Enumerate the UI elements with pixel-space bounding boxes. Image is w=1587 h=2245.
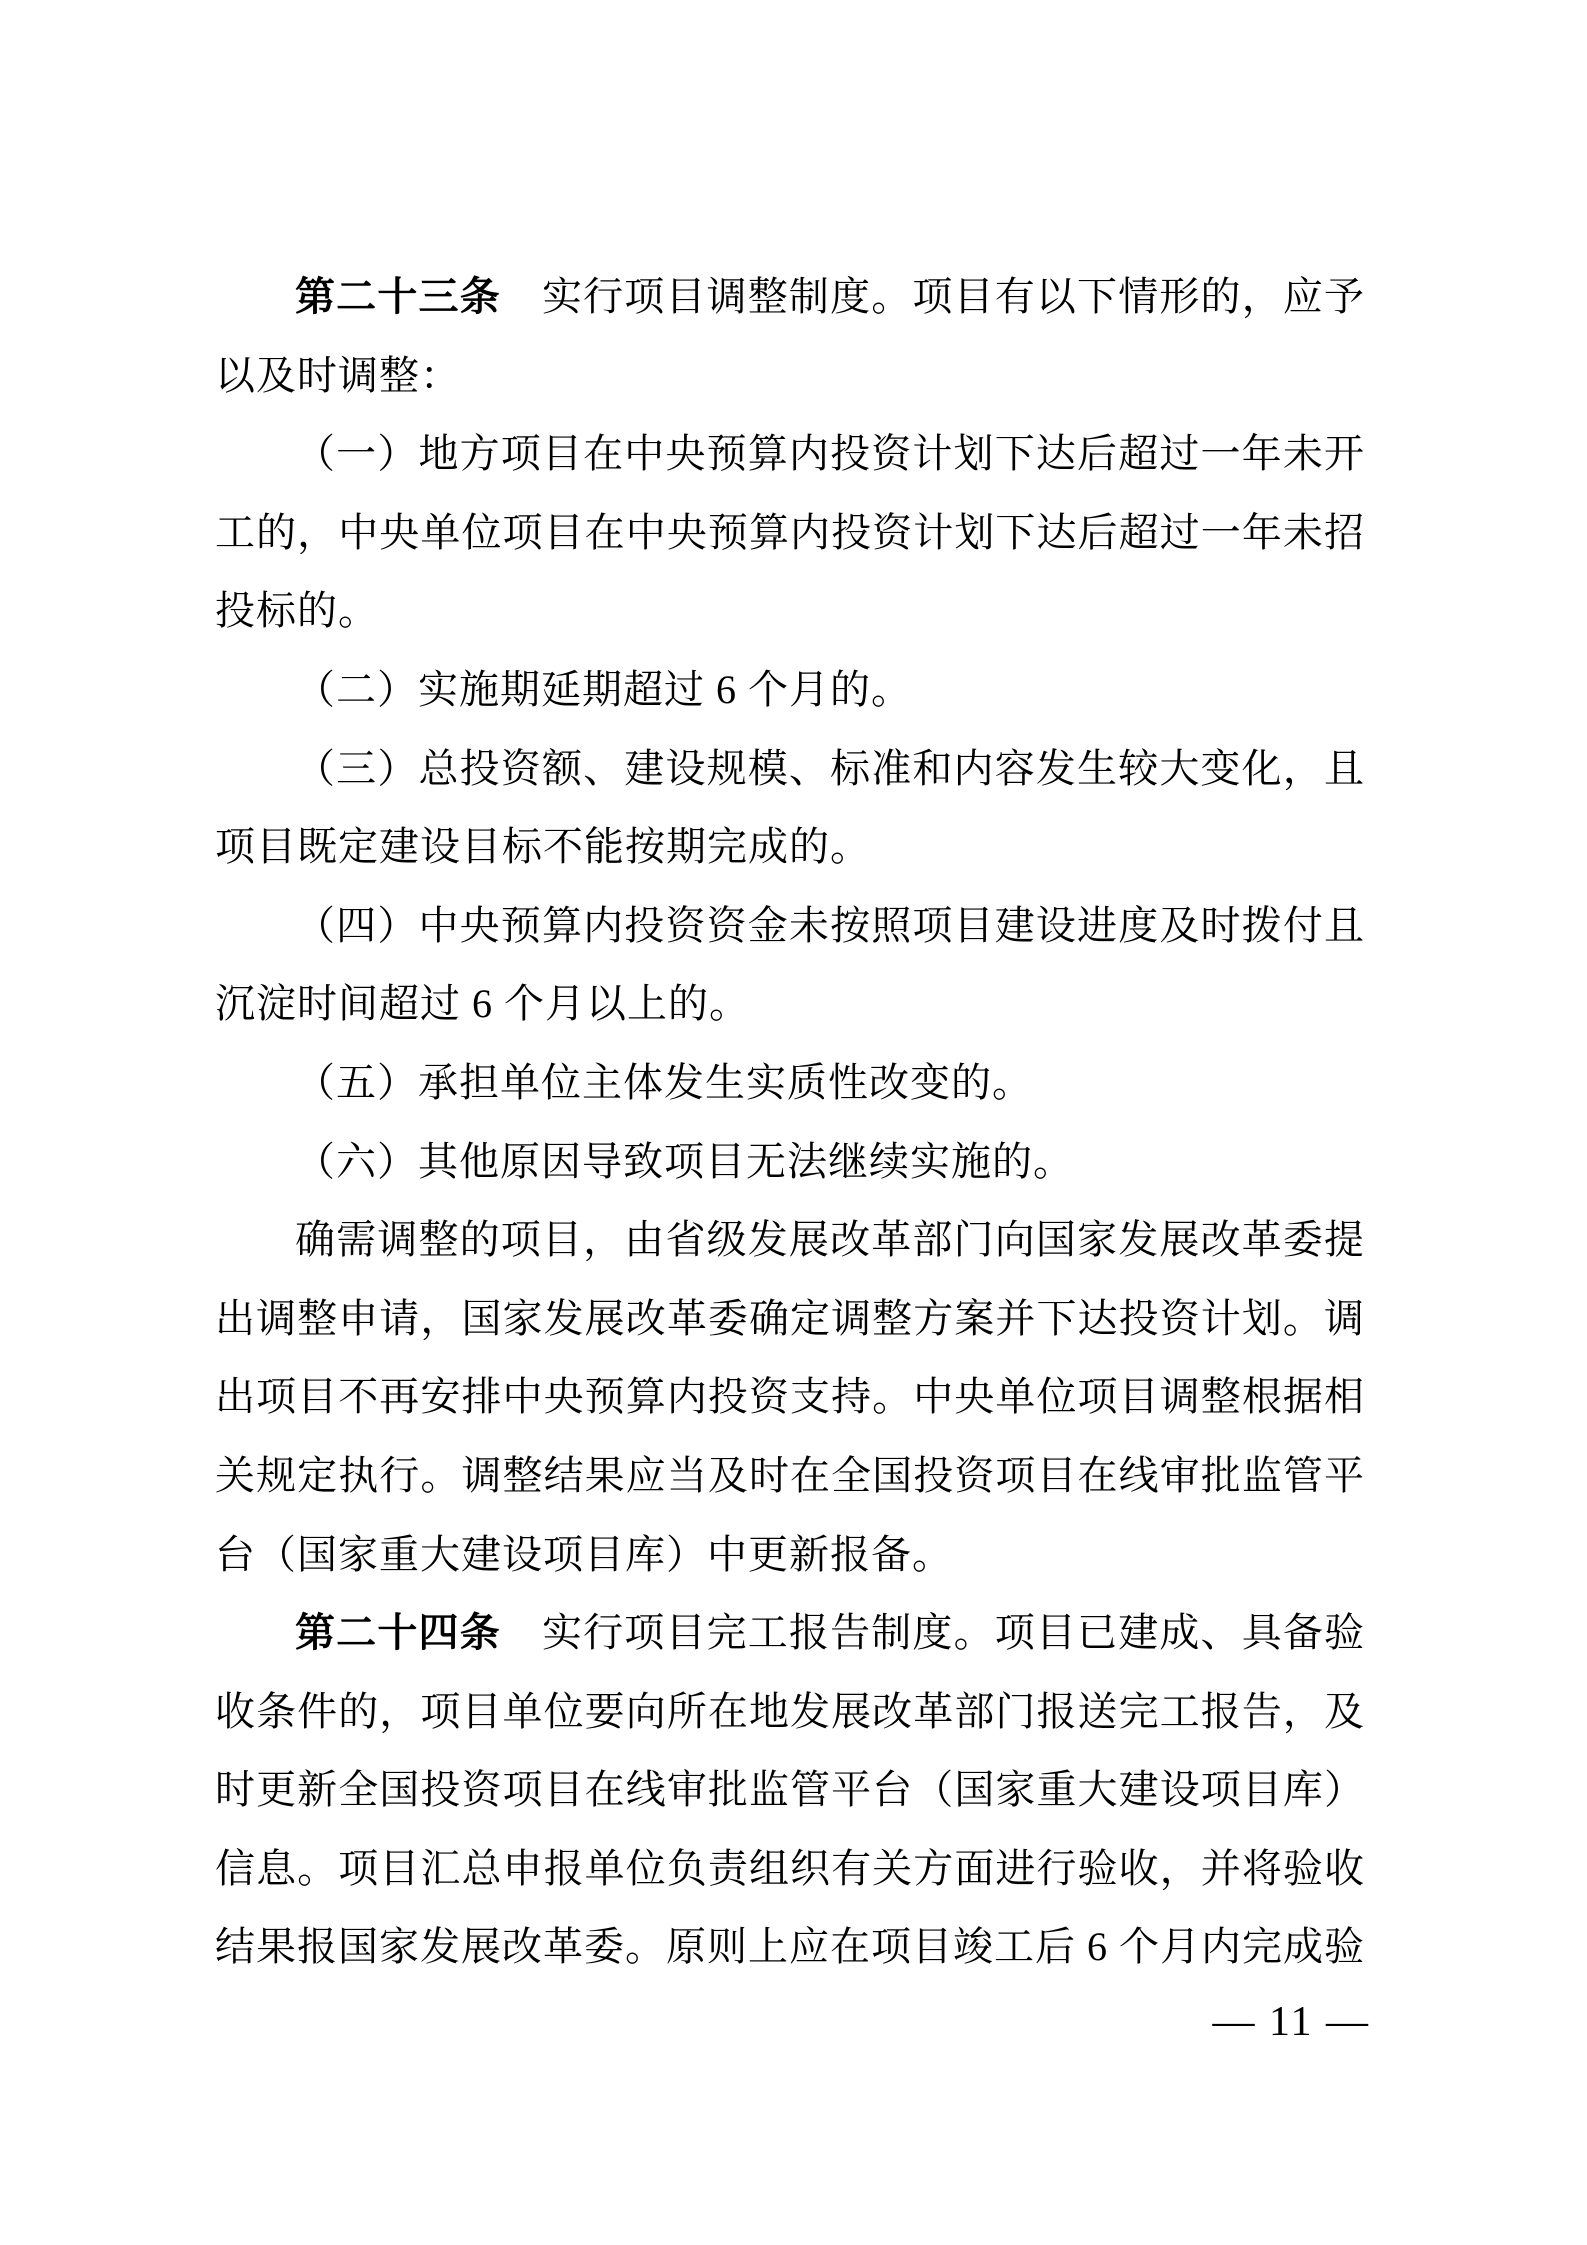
text-line-15: 出项目不再安排中央预算内投资支持。中央单位项目调整根据相 (215, 1374, 1365, 1420)
text-line-18: 第二十四条 实行项目完工报告制度。项目已建成、具备验 (295, 1610, 1366, 1656)
text-line-22: 结果报国家发展改革委。原则上应在项目竣工后 6 个月内完成验 (215, 1924, 1365, 1970)
text-line-2: 以及时调整： (215, 352, 461, 398)
text-line-12: （六）其他原因导致项目无法继续实施的。 (295, 1138, 1074, 1184)
article-heading: 第二十四条 (295, 1610, 501, 1656)
text-line-9: （四）中央预算内投资资金未按照项目建设进度及时拨付且 (295, 902, 1365, 948)
text-line-8: 项目既定建设目标不能按期完成的。 (215, 824, 871, 870)
text-line-5: 投标的。 (215, 588, 379, 634)
text-line-16: 关规定执行。调整结果应当及时在全国投资项目在线审批监管平 (215, 1452, 1365, 1498)
text-line-1: 第二十三条 实行项目调整制度。项目有以下情形的，应予 (295, 274, 1366, 319)
text-line-13: 确需调整的项目，由省级发展改革部门向国家发展改革委提 (295, 1217, 1365, 1263)
text-line-3: （一）地方项目在中央预算内投资计划下达后超过一年未开 (295, 431, 1365, 477)
text-line-19: 收条件的，项目单位要向所在地发展改革部门报送完工报告，及 (215, 1688, 1365, 1734)
article-heading: 第二十三条 (295, 274, 501, 319)
page-number: — 11 — (1212, 1999, 1370, 2045)
text-line-20: 时更新全国投资项目在线审批监管平台（国家重大建设项目库） (215, 1767, 1365, 1813)
text-line-11: （五）承担单位主体发生实质性改变的。 (295, 1059, 1033, 1105)
text-line-21: 信息。项目汇总申报单位负责组织有关方面进行验收，并将验收 (215, 1845, 1365, 1891)
text-line-17: 台（国家重大建设项目库）中更新报备。 (215, 1531, 953, 1577)
text-line-7: （三）总投资额、建设规模、标准和内容发生较大变化，且 (295, 745, 1365, 791)
text-line-4: 工的，中央单位项目在中央预算内投资计划下达后超过一年未招 (215, 509, 1365, 555)
text-line-14: 出调整申请，国家发展改革委确定调整方案并下达投资计划。调 (215, 1295, 1365, 1341)
text-line-6: （二）实施期延期超过 6 个月的。 (295, 666, 912, 712)
text-line-10: 沉淀时间超过 6 个月以上的。 (215, 981, 750, 1027)
body-text (215, 258, 1365, 1987)
